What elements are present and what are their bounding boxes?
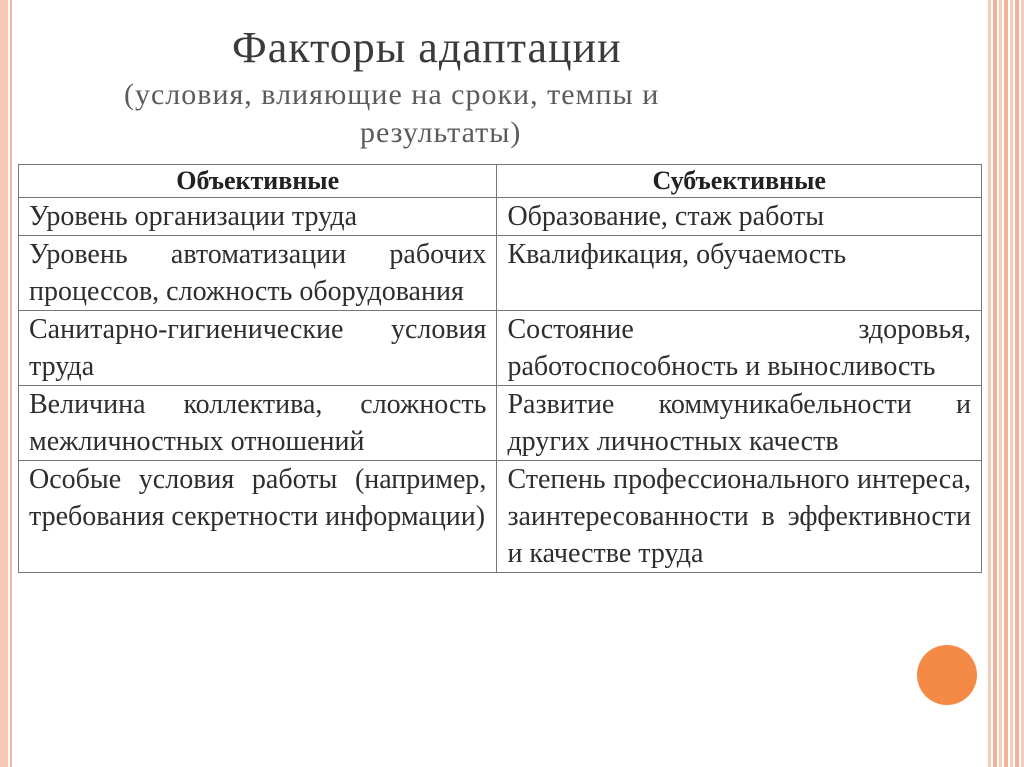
table-cell: Квалификация, обучаемость: [497, 236, 982, 311]
table-row: [19, 461, 982, 573]
slide-title: Факторы адаптации: [232, 23, 622, 72]
header-subjective: Субъективные: [497, 165, 982, 198]
table-header-row: [19, 165, 982, 198]
table-cell: Особые условия работы (например, требования секретности информации): [19, 461, 497, 573]
table-cell: Уровень организации труда: [19, 198, 497, 236]
table-row: [19, 386, 982, 461]
table-cell: Уровень автоматизации рабочих процессов, сложность оборудования: [19, 236, 497, 311]
table-row: [19, 198, 982, 236]
right-frame-stripes: [988, 0, 1024, 767]
table-row: [19, 311, 982, 386]
table-cell: Образование, стаж работы: [497, 198, 982, 236]
table-row: [19, 236, 982, 311]
laser-pointer-circle: [917, 645, 977, 705]
slide-subtitle-line1: (условия, влияющие на сроки, темпы и: [124, 78, 660, 111]
slide-subtitle-line2: результаты): [360, 116, 522, 149]
table-cell: Развитие коммуникабельности и других личностных качеств: [497, 386, 982, 461]
header-objective: Объективные: [19, 165, 497, 198]
left-frame-line: [10, 0, 12, 767]
table-cell: Состояние здоровья, работоспособность и выносливость: [497, 311, 982, 386]
factors-table: [18, 164, 982, 573]
table-cell: Величина коллектива, сложность межличностных отношений: [19, 386, 497, 461]
left-frame-stripe: [0, 0, 8, 767]
table-cell: Санитарно-гигиенические условия труда: [19, 311, 497, 386]
table-cell: Степень профессионального интереса, заинтересованности в эффективности и качестве труда: [497, 461, 982, 573]
